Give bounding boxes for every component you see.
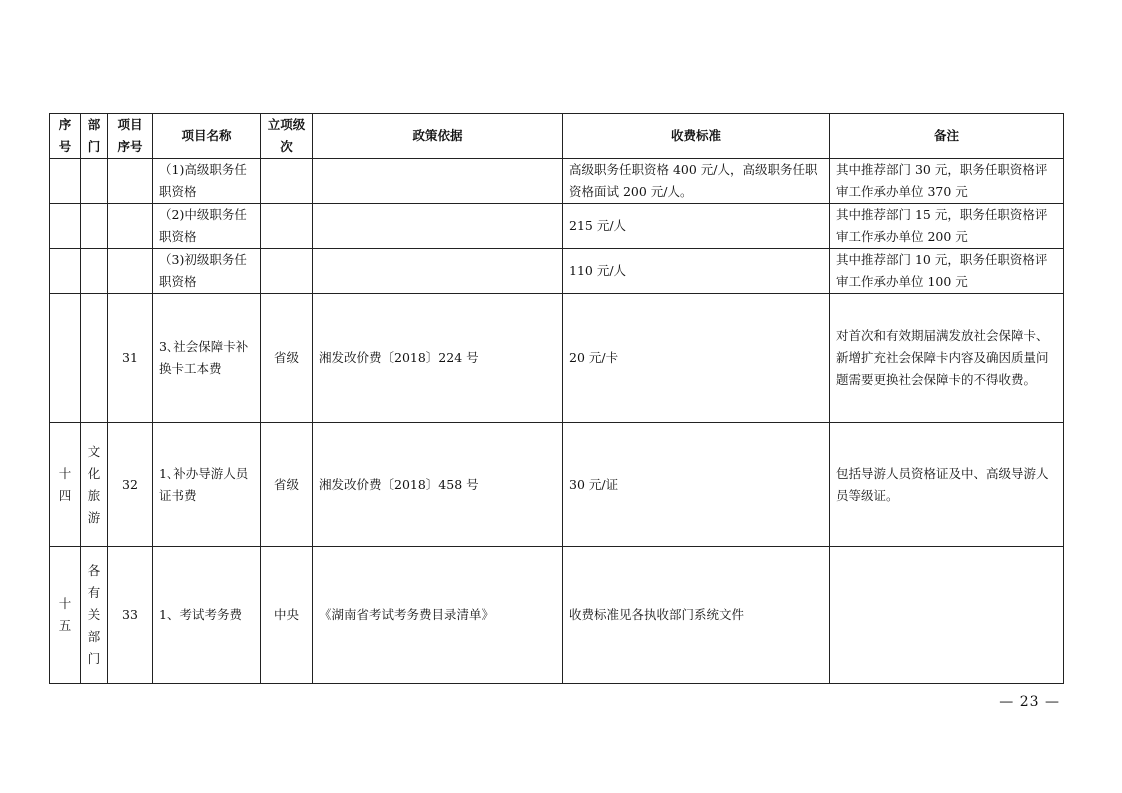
table-row: [50, 204, 1064, 249]
table-row: [50, 423, 1064, 547]
header-policy: 政策依据: [313, 114, 563, 159]
dept-text: 各有关部门: [87, 563, 101, 666]
cell-policy: 《湖南省考试考务费目录清单》: [313, 547, 563, 684]
table-row: [50, 159, 1064, 204]
cell-note: [830, 547, 1064, 684]
cell-item-no: 31: [108, 294, 153, 423]
cell-item-name: 1、考试考务费: [153, 547, 261, 684]
cell-level: 中央: [261, 547, 313, 684]
table-header-row: [50, 114, 1064, 159]
cell-item-no: [108, 249, 153, 294]
cell-seq: [50, 204, 81, 249]
cell-note: 其中推荐部门 10 元，职务任职资格评审工作承办单位 100 元: [830, 249, 1064, 294]
cell-policy: [313, 159, 563, 204]
cell-item-no: [108, 159, 153, 204]
table-row: [50, 294, 1064, 423]
header-item-name: 项目名称: [153, 114, 261, 159]
cell-dept: [81, 159, 108, 204]
cell-seq: [50, 423, 81, 547]
cell-note: 包括导游人员资格证及中、高级导游人员等级证。: [830, 423, 1064, 547]
header-fee: 收费标准: [563, 114, 830, 159]
cell-level: 省级: [261, 294, 313, 423]
cell-dept: [81, 423, 108, 547]
header-item-no: 项目序号: [108, 114, 153, 159]
seq-text: 十五: [58, 596, 72, 633]
cell-fee: 215 元/人: [563, 204, 830, 249]
cell-seq: [50, 547, 81, 684]
cell-dept: [81, 294, 108, 423]
header-level: 立项级次: [261, 114, 313, 159]
header-seq: 序号: [50, 114, 81, 159]
cell-fee: 30 元/证: [563, 423, 830, 547]
cell-seq: [50, 294, 81, 423]
cell-policy: [313, 204, 563, 249]
cell-dept: [81, 249, 108, 294]
cell-item-name: （1)高级职务任职资格: [153, 159, 261, 204]
cell-item-name: （2)中级职务任职资格: [153, 204, 261, 249]
cell-note: 对首次和有效期届满发放社会保障卡、新增扩充社会保障卡内容及确因质量问题需要更换社会保障卡的不得收费。: [830, 294, 1064, 423]
cell-item-no: 32: [108, 423, 153, 547]
seq-text: 十四: [58, 465, 72, 503]
cell-item-name: 3､社会保障卡补换卡工本费: [153, 294, 261, 423]
cell-fee: 20 元/卡: [563, 294, 830, 423]
cell-dept: [81, 547, 108, 684]
page-number: — 23 —: [999, 694, 1060, 710]
cell-item-no: 33: [108, 547, 153, 684]
cell-level: [261, 159, 313, 204]
cell-note: 其中推荐部门 30 元，职务任职资格评审工作承办单位 370 元: [830, 159, 1064, 204]
header-dept: 部门: [81, 114, 108, 159]
cell-level: 省级: [261, 423, 313, 547]
cell-seq: [50, 159, 81, 204]
cell-fee: 高级职务任职资格 400 元/人，高级职务任职资格面试 200 元/人。: [563, 159, 830, 204]
cell-item-no: [108, 204, 153, 249]
cell-fee: 110 元/人: [563, 249, 830, 294]
cell-policy: [313, 249, 563, 294]
table-row: [50, 547, 1064, 684]
cell-dept: [81, 204, 108, 249]
fee-table: [49, 113, 1064, 684]
cell-seq: [50, 249, 81, 294]
cell-level: [261, 249, 313, 294]
dept-text: 文化旅游: [87, 443, 101, 525]
table-row: [50, 249, 1064, 294]
cell-policy: 湘发改价费〔2018〕224 号: [313, 294, 563, 423]
cell-policy: 湘发改价费〔2018〕458 号: [313, 423, 563, 547]
cell-item-name: （3)初级职务任职资格: [153, 249, 261, 294]
cell-fee: 收费标准见各执收部门系统文件: [563, 547, 830, 684]
cell-item-name: 1､补办导游人员证书费: [153, 423, 261, 547]
header-note: 备注: [830, 114, 1064, 159]
cell-level: [261, 204, 313, 249]
cell-note: 其中推荐部门 15 元，职务任职资格评审工作承办单位 200 元: [830, 204, 1064, 249]
